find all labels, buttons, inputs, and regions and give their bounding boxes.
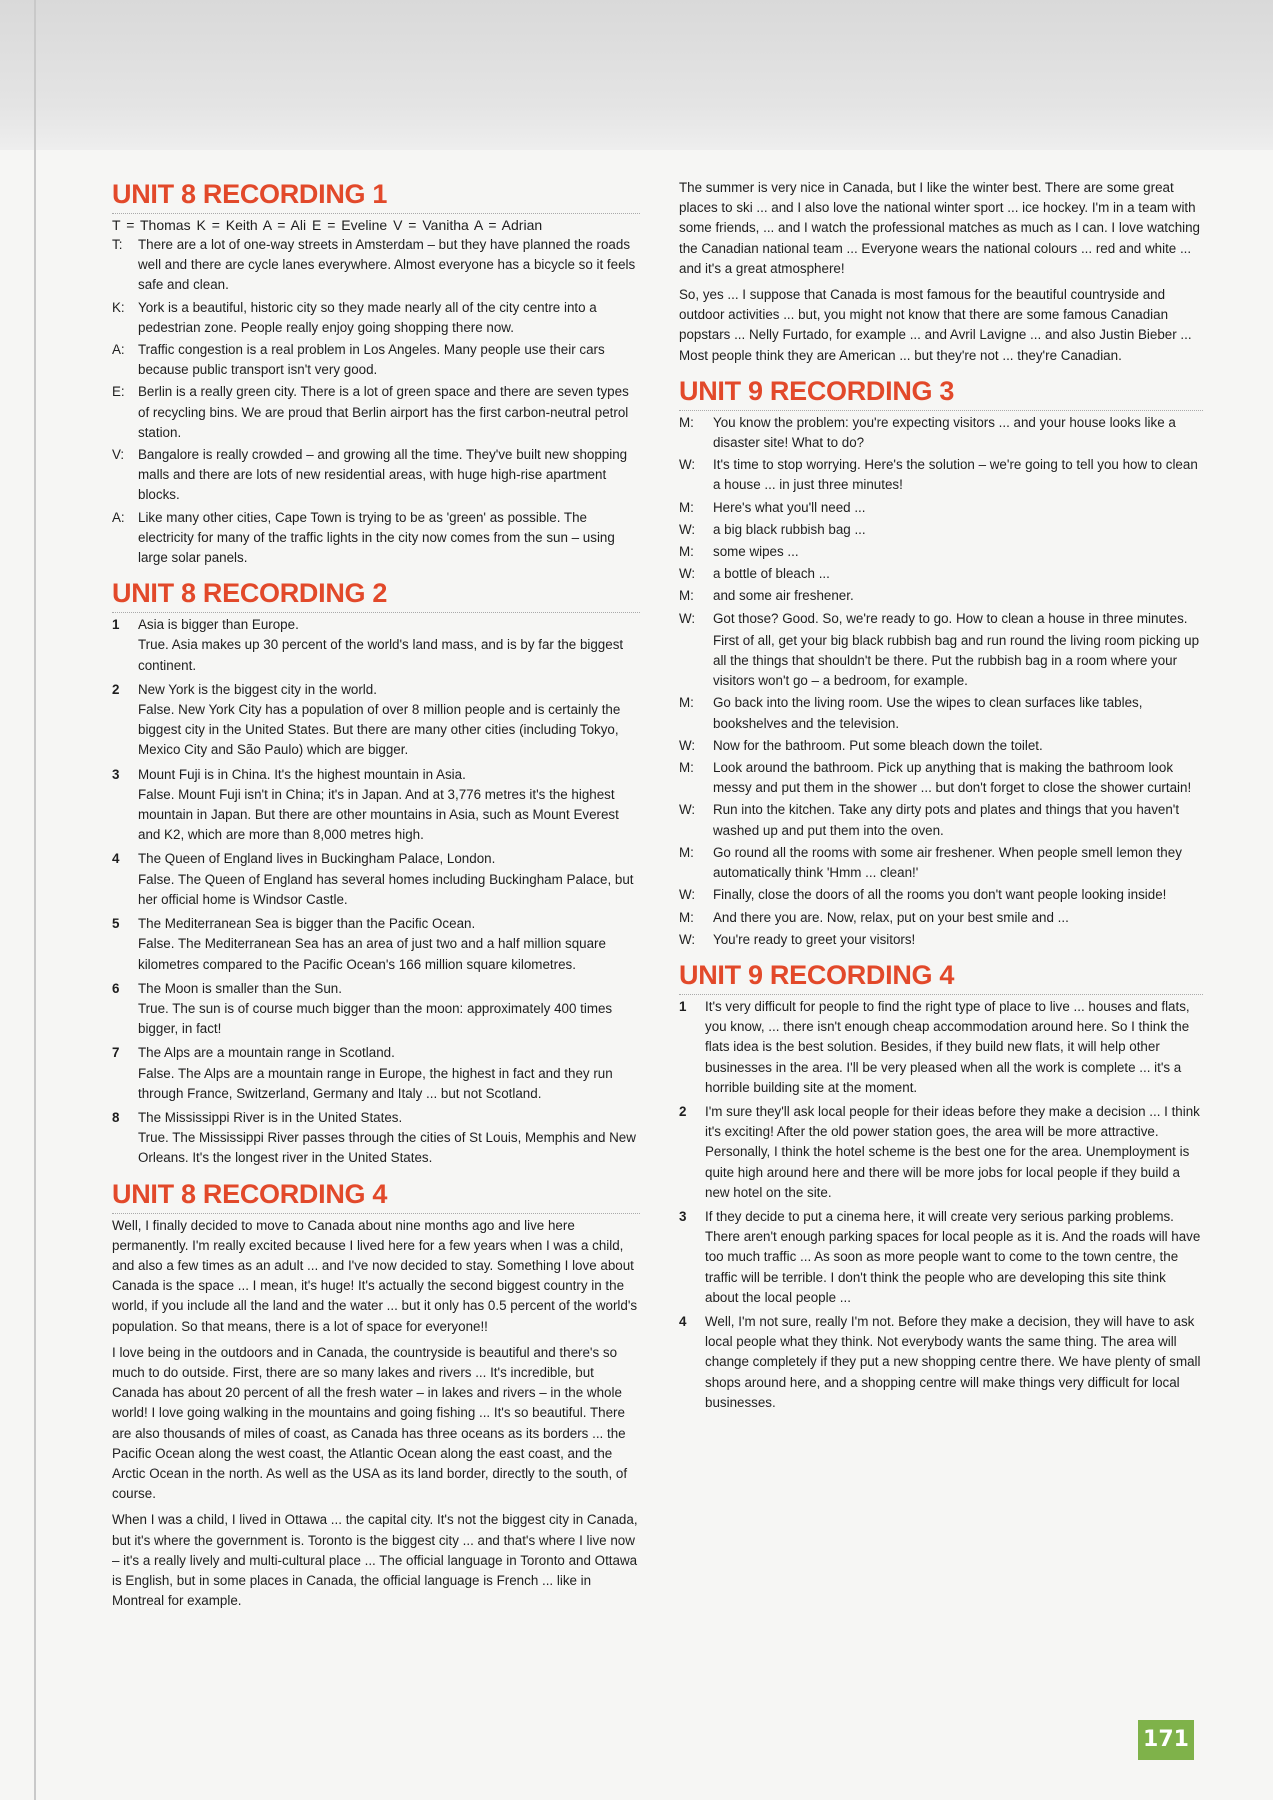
section-title: UNIT 9 RECORDING 3	[679, 375, 1203, 411]
quiz-statement: The Mediterranean Sea is bigger than the Pacific Ocean.	[138, 916, 476, 932]
dialogue-text: It's time to stop worrying. Here's the solution – we're going to tell you how to clean a house ... in just three minutes!	[713, 457, 1198, 493]
section-title: UNIT 8 RECORDING 4	[112, 1178, 640, 1214]
dialogue-text: Bangalore is really crowded – and growing all the time. They've built new shopping malls and there are lots of new residential areas, with huge high-rise apartment blocks.	[138, 447, 628, 503]
dialogue-line	[679, 800, 1203, 840]
quiz-item	[112, 979, 640, 1040]
dialogue-line	[679, 843, 1203, 883]
quiz-item	[112, 849, 640, 910]
opinion-item	[679, 1312, 1203, 1413]
quiz-item	[112, 680, 640, 761]
section-title: UNIT 8 RECORDING 1	[112, 178, 640, 214]
left-column	[112, 178, 640, 1620]
opinion-item	[679, 1102, 1203, 1203]
item-number: 4	[112, 851, 120, 867]
dialogue-text: a big black rubbish bag ...	[713, 521, 866, 537]
speaker-label: T:	[112, 237, 123, 252]
page-number: 171	[1138, 1720, 1194, 1760]
speaker-label: M:	[679, 760, 694, 776]
speaker-label: W:	[679, 931, 696, 947]
dialogue-text: Run into the kitchen. Take any dirty pots and plates and things that you haven't washed up and put them into the oven.	[713, 802, 1180, 838]
dialogue-text: Berlin is a really green city. There is a lot of green space and there are seven types of recycling bins. We are proud that Berlin airport has the first carbon-neutral petrol station.	[138, 384, 629, 440]
item-number: 5	[112, 916, 120, 932]
quiz-item	[112, 914, 640, 975]
item-number: 3	[112, 766, 120, 782]
dialogue-line	[112, 508, 640, 569]
dialogue-line	[679, 736, 1203, 756]
paragraph: The summer is very nice in Canada, but I like the winter best. There are some great places to ski ... and I also love the national winter sport ... ice hockey. I'm in a team with some friends, ... and I watch the professional matches as much as I can. I love watching the Canadian national team ... Everyone wears the national colours ... red and white ... and it's a great atmosphere!	[679, 180, 1201, 276]
speaker-label: W:	[679, 887, 696, 903]
paragraph: When I was a child, I lived in Ottawa ... the capital city. It's not the biggest city in Canada, but it's where the government is. Toronto is the biggest city ... and that's where I live now – it's a really lively and multi-cultural place ... The official language in Toronto and Ottawa is English, but in some places in Canada, the official language is French ... like in Montreal for example.	[112, 1512, 638, 1609]
quiz-statement: The Alps are a mountain range in Scotland.	[138, 1045, 395, 1061]
section-unit8-recording4	[112, 1178, 640, 1612]
item-number: 2	[112, 681, 120, 697]
dialogue-text: Traffic congestion is a real problem in Los Angeles. Many people use their cars because public transport isn't very good.	[138, 342, 605, 378]
speaker-label: E:	[112, 384, 125, 400]
right-column	[679, 178, 1203, 1422]
speaker-label: M:	[679, 695, 694, 711]
quiz-answer: False. The Queen of England has several homes including Buckingham Palace, but her official home is Windsor Castle.	[138, 871, 634, 907]
speaker-label: K:	[112, 299, 125, 315]
dialogue-text: and some air freshener.	[713, 588, 854, 604]
dialogue-text: There are a lot of one-way streets in Amsterdam – but they have planned the roads well and there are cycle lanes everywhere. Almost everyone has a bicycle so it feels safe and clean.	[138, 237, 636, 293]
dialogue-line	[112, 382, 640, 443]
item-number: 6	[112, 980, 120, 996]
quiz-item	[112, 765, 640, 846]
quiz-answer: True. The Mississippi River passes through the cities of St Louis, Memphis and New Orleans. It's the longest river in the United States.	[138, 1130, 636, 1166]
item-number: 7	[112, 1045, 120, 1061]
quiz-answer: True. Asia makes up 30 percent of the world's land mass, and is by far the biggest continent.	[138, 637, 624, 673]
dialogue-line	[679, 498, 1203, 518]
dialogue-line	[679, 455, 1203, 495]
paragraph: I love being in the outdoors and in Canada, the countryside is beautiful and there's so much to do outside. First, there are so many lakes and rivers ... It's incredible, but Canada has about 20 percent of all the fresh water – in lakes and rivers – in the whole world! I love going walking in the mountains and going fishing ... It's so beautiful. There are also thousands of miles of coast, as Canada has three oceans as its borders ... the Pacific Ocean along the west coast, the Atlantic Ocean along the east coast, and the Arctic Ocean in the north. As well as the USA as its land border, directly to the south, of course.	[112, 1344, 628, 1502]
quiz-answer: True. The sun is of course much bigger than the moon: approximately 400 times bigger, in fact!	[138, 1000, 613, 1037]
quiz-answer: False. Mount Fuji isn't in China; it's in Japan. And at 3,776 metres it's the highest mountain in Japan. But there are other mountains in Asia, such as Mount Everest and K2, which are more than 8,000 metres high.	[138, 786, 619, 843]
dialogue-text: some wipes ...	[713, 544, 799, 560]
opinion-item	[679, 1207, 1203, 1308]
dialogue-line	[679, 586, 1203, 606]
dialogue-text: Like many other cities, Cape Town is trying to be as 'green' as possible. The electricity for many of the traffic lights in the city now comes from the sun – using large solar panels.	[138, 509, 615, 566]
dialogue-text: Look around the bathroom. Pick up anything that is making the bathroom look messy and put them in the shower ... but don't forget to close the shower curtain!	[713, 760, 1192, 796]
dialogue-line	[112, 235, 640, 296]
opinion-text: I'm sure they'll ask local people for their ideas before they make a decision ... I think it's exciting! After the old power station goes, the area will be more attractive. Personally, I think the hotel scheme is the best one for the area. Unemployment is quite high around here and there will be more jobs for local people if they build a new hotel on the site.	[705, 1103, 1200, 1200]
quiz-item	[112, 615, 640, 676]
opinion-item	[679, 997, 1203, 1098]
dialogue-list	[679, 413, 1203, 950]
dialogue-line	[112, 340, 640, 380]
quiz-statement: New York is the biggest city in the world.	[138, 681, 377, 697]
speaker-label: M:	[679, 544, 694, 560]
quiz-item	[112, 1108, 640, 1169]
speaker-label: W:	[679, 457, 696, 473]
item-number: 3	[679, 1208, 687, 1224]
speaker-label: W:	[679, 521, 696, 537]
quiz-answer: False. The Mediterranean Sea has an area of just two and a half million square kilometres compared to the Pacific Ocean's 166 million square kilometres.	[138, 936, 606, 972]
quiz-statement: The Queen of England lives in Buckingham Palace, London.	[138, 851, 496, 867]
dialogue-text: Finally, close the doors of all the rooms you don't want people looking inside!	[713, 887, 1167, 903]
dialogue-line	[679, 693, 1203, 733]
quiz-statement: The Mississippi River is in the United States.	[138, 1109, 403, 1125]
opinion-list	[679, 997, 1203, 1413]
dialogue-text: Go round all the rooms with some air freshener. When people smell lemon they automatically think 'Hmm ... clean!'	[713, 844, 1182, 881]
section-title: UNIT 8 RECORDING 2	[112, 577, 640, 613]
speaker-label: W:	[679, 610, 696, 626]
monologue-continued	[679, 178, 1203, 366]
item-number: 1	[679, 998, 687, 1014]
section-unit8-recording4-continued	[679, 178, 1203, 366]
speaker-label: W:	[679, 737, 696, 753]
dialogue-line	[679, 520, 1203, 540]
dialogue-line	[679, 908, 1203, 928]
section-title: UNIT 9 RECORDING 4	[679, 959, 1203, 995]
dialogue-text: Got those? Good. So, we're ready to go. How to clean a house in three minutes.	[713, 610, 1188, 626]
speaker-label: V:	[112, 447, 125, 463]
opinion-text: Well, I'm not sure, really I'm not. Before they make a decision, they will have to ask local people what they think. Not everybody wants the same thing. The area will change completely if they put a new shopping centre there. We have plenty of small shops around here, and a shopping centre will make things very difficult for local businesses.	[705, 1313, 1201, 1410]
dialogue-line	[112, 445, 640, 506]
dialogue-line	[112, 298, 640, 338]
opinion-text: It's very difficult for people to find the right type of place to live ... houses and flats, you know, ... there isn't enough cheap accommodation around here. So I think the flats idea is the best solution. Besides, if they build new flats, it will help other businesses in the area. I'll be very pleased when all the work is complete ... it's a horrible building site at the moment.	[705, 998, 1190, 1095]
monologue	[112, 1216, 640, 1612]
dialogue-line	[679, 413, 1203, 453]
quiz-answer: False. New York City has a population of over 8 million people and is certainly the biggest city in the United States. But there are many other cities (including Tokyo, Mexico City and São Paulo) which are bigger.	[138, 702, 621, 758]
speaker-label: A:	[112, 342, 125, 358]
dialogue-text: York is a beautiful, historic city so they made nearly all of the city centre into a pedestrian zone. People really enjoy going shopping there now.	[138, 299, 597, 335]
dialogue-line	[679, 564, 1203, 584]
dialogue-line	[679, 758, 1203, 798]
speaker-label: M:	[679, 844, 694, 860]
dialogue-text: You know the problem: you're expecting visitors ... and your house looks like a disaster site! What to do?	[713, 414, 1176, 451]
scan-top-band	[0, 0, 1273, 150]
quiz-answer: False. The Alps are a mountain range in Europe, the highest in fact and they run through France, Switzerland, Germany and Italy ... but not Scotland.	[138, 1065, 613, 1101]
dialogue-line	[679, 885, 1203, 905]
item-number: 1	[112, 617, 120, 633]
quiz-statement: Mount Fuji is in China. It's the highest mountain in Asia.	[138, 766, 466, 782]
speaker-label: M:	[679, 414, 694, 430]
dialogue-list	[112, 235, 640, 568]
item-number: 2	[679, 1103, 687, 1119]
speaker-label: W:	[679, 566, 696, 582]
speaker-label: M:	[679, 909, 694, 925]
dialogue-text: And there you are. Now, relax, put on your best smile and ...	[713, 909, 1069, 925]
item-number: 8	[112, 1109, 120, 1125]
dialogue-line	[679, 930, 1203, 950]
dialogue-text: Here's what you'll need ...	[713, 499, 866, 515]
dialogue-text: a bottle of bleach ...	[713, 566, 830, 582]
section-unit8-recording2	[112, 577, 640, 1168]
quiz-statement: The Moon is smaller than the Sun.	[138, 980, 342, 996]
speaker-legend: T = Thomas K = Keith A = Ali E = Eveline V = Vanitha A = Adrian	[112, 217, 543, 233]
section-unit9-recording3	[679, 375, 1203, 950]
quiz-item	[112, 1043, 640, 1104]
item-number: 4	[679, 1313, 687, 1329]
paragraph: So, yes ... I suppose that Canada is most famous for the beautiful countryside and outdoor activities ... but, you might not know that there are some famous Canadian popstars ... Nelly Furtado, for example ... and Avril Lavigne ... and also Justin Bieber ... Most people think they are American ... but they're not ... they're Canadian.	[679, 287, 1192, 363]
speaker-label: M:	[679, 499, 694, 515]
section-unit9-recording4	[679, 959, 1203, 1413]
dialogue-line	[679, 542, 1203, 562]
opinion-text: If they decide to put a cinema here, it will create very serious parking problems. There aren't enough parking spaces for local people as it is. And the roads will have too much traffic ... As soon as more people want to come to the town centre, the traffic will be terrible. I don't think the people who are developing this site think about the local people ...	[705, 1208, 1201, 1305]
dialogue-text: Now for the bathroom. Put some bleach down the toilet.	[713, 737, 1043, 753]
dialogue-line	[679, 609, 1203, 629]
dialogue-text: Go back into the living room. Use the wipes to clean surfaces like tables, bookshelves and the television.	[713, 695, 1143, 731]
paragraph: Well, I finally decided to move to Canada about nine months ago and live here permanently. I'm really excited because I lived here for a few years when I was a child, and also a few times as an adult ... and I've now decided to stay. Something I love about Canada is the space ... I mean, it's huge! It's actually the second biggest country in the world, if you include all the land and the water ... but it only has 0.5 percent of the world's population. So that means, there is a lot of space for everyone!!	[112, 1217, 638, 1334]
speaker-label: W:	[679, 802, 696, 818]
quiz-statement: Asia is bigger than Europe.	[138, 617, 299, 633]
section-unit8-recording1	[112, 178, 640, 568]
quiz-list	[112, 615, 640, 1168]
dialogue-text: First of all, get your big black rubbish bag and run round the living room picking up all the things that shouldn't be there. Put the rubbish bag in a room where your visitors won't go – a bedroom, for example.	[713, 632, 1200, 689]
speaker-label: M:	[679, 588, 694, 604]
speaker-label: A:	[112, 509, 125, 525]
dialogue-line	[679, 631, 1203, 692]
dialogue-text: You're ready to greet your visitors!	[713, 931, 916, 947]
